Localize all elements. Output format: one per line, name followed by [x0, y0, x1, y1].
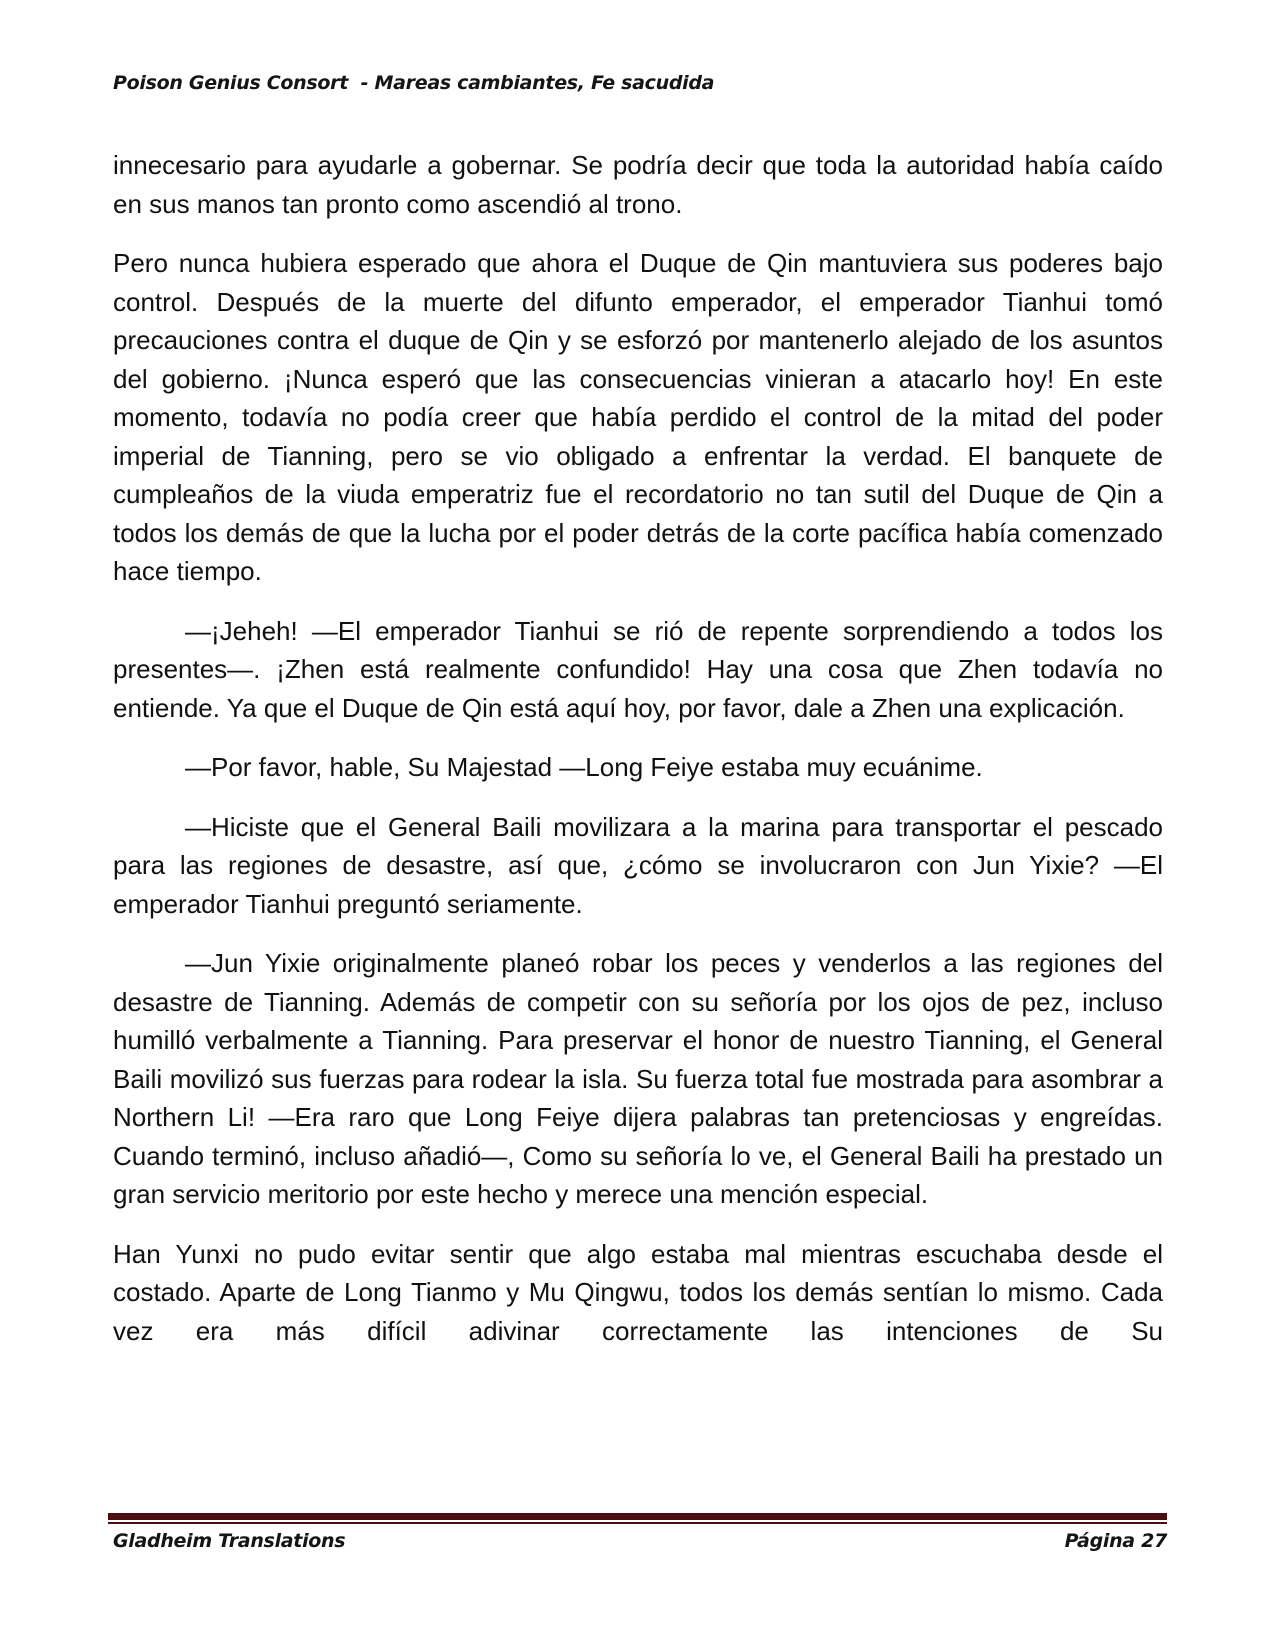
page-number: Página 27: [1064, 1530, 1167, 1552]
dialogue-paragraph: —Por favor, hable, Su Majestad —Long Feiye estaba muy ecuánime.: [185, 752, 983, 782]
paragraph: Han Yunxi no pudo evitar sentir que algo estaba mal mientras escuchaba desde el costado. Aparte de Long Tianmo y Mu Qingwu, todos los demás sentían lo mismo. Cada vez era más difícil adivinar correctamente las intenciones de Su: [113, 1238, 1163, 1346]
dialogue-paragraph: —¡Jeheh! —El emperador Tianhui se rió de repente sorprendiendo a todos los presentes—. ¡Zhen está realmente confundido! Hay una cosa que Zhen todavía no entiende. Ya que el Duque de Qin está aquí hoy, por favor, dale a Zhen una explicación.: [113, 615, 1163, 723]
paragraph: Pero nunca hubiera esperado que ahora el Duque de Qin mantuviera sus poderes bajo control. Después de la muerte del difunto emperador, el emperador Tianhui tomó precauciones contra el duque de Qin y se esforzó por mantenerlo alejado de los asuntos del gobierno. ¡Nunca esperó que las consecuencias vinieran a atacarlo hoy! En este momento, todavía no podía creer que había perdido el control de la mitad del poder imperial de Tianning, pero se vio obligado a enfrentar la verdad. El banquete de cumpleaños de la viuda emperatriz fue el recordatorio no tan sutil del Duque de Qin a todos los demás de que la lucha por el poder detrás de la corte pacífica había comenzado hace tiempo.: [113, 248, 1163, 586]
footer-divider: [108, 1513, 1167, 1520]
paragraph: innecesario para ayudarle a gobernar. Se podría decir que toda la autoridad había caído en sus manos tan pronto como ascendió al trono.: [113, 150, 1163, 219]
dialogue-paragraph: —Hiciste que el General Baili movilizara a la marina para transportar el pescado para las regiones de desastre, así que, ¿cómo se involucraron con Jun Yixie? —El emperador Tianhui preguntó seriamente.: [113, 811, 1163, 919]
footer-divider-thin: [108, 1522, 1167, 1524]
dialogue-paragraph: —Jun Yixie originalmente planeó robar los peces y venderlos a las regiones del desastre de Tianning. Además de competir con su señoría por los ojos de pez, incluso humilló verbalmente a Tianning. Para preservar el honor de nuestro Tianning, el General Baili movilizó sus fuerzas para rodear la isla. Su fuerza total fue mostrada para asombrar a Northern Li! —Era raro que Long Feiye dijera palabras tan pretenciosas y engreídas. Cuando terminó, incluso añadió—, Como su señoría lo ve, el General Baili ha prestado un gran servicio meritorio por este hecho y merece una mención especial.: [113, 948, 1163, 1209]
running-header: Poison Genius Consort - Mareas cambiantes, Fe sacudida: [113, 72, 715, 94]
footer-publisher: Gladheim Translations: [113, 1530, 346, 1552]
page-body: [113, 146, 1163, 1350]
